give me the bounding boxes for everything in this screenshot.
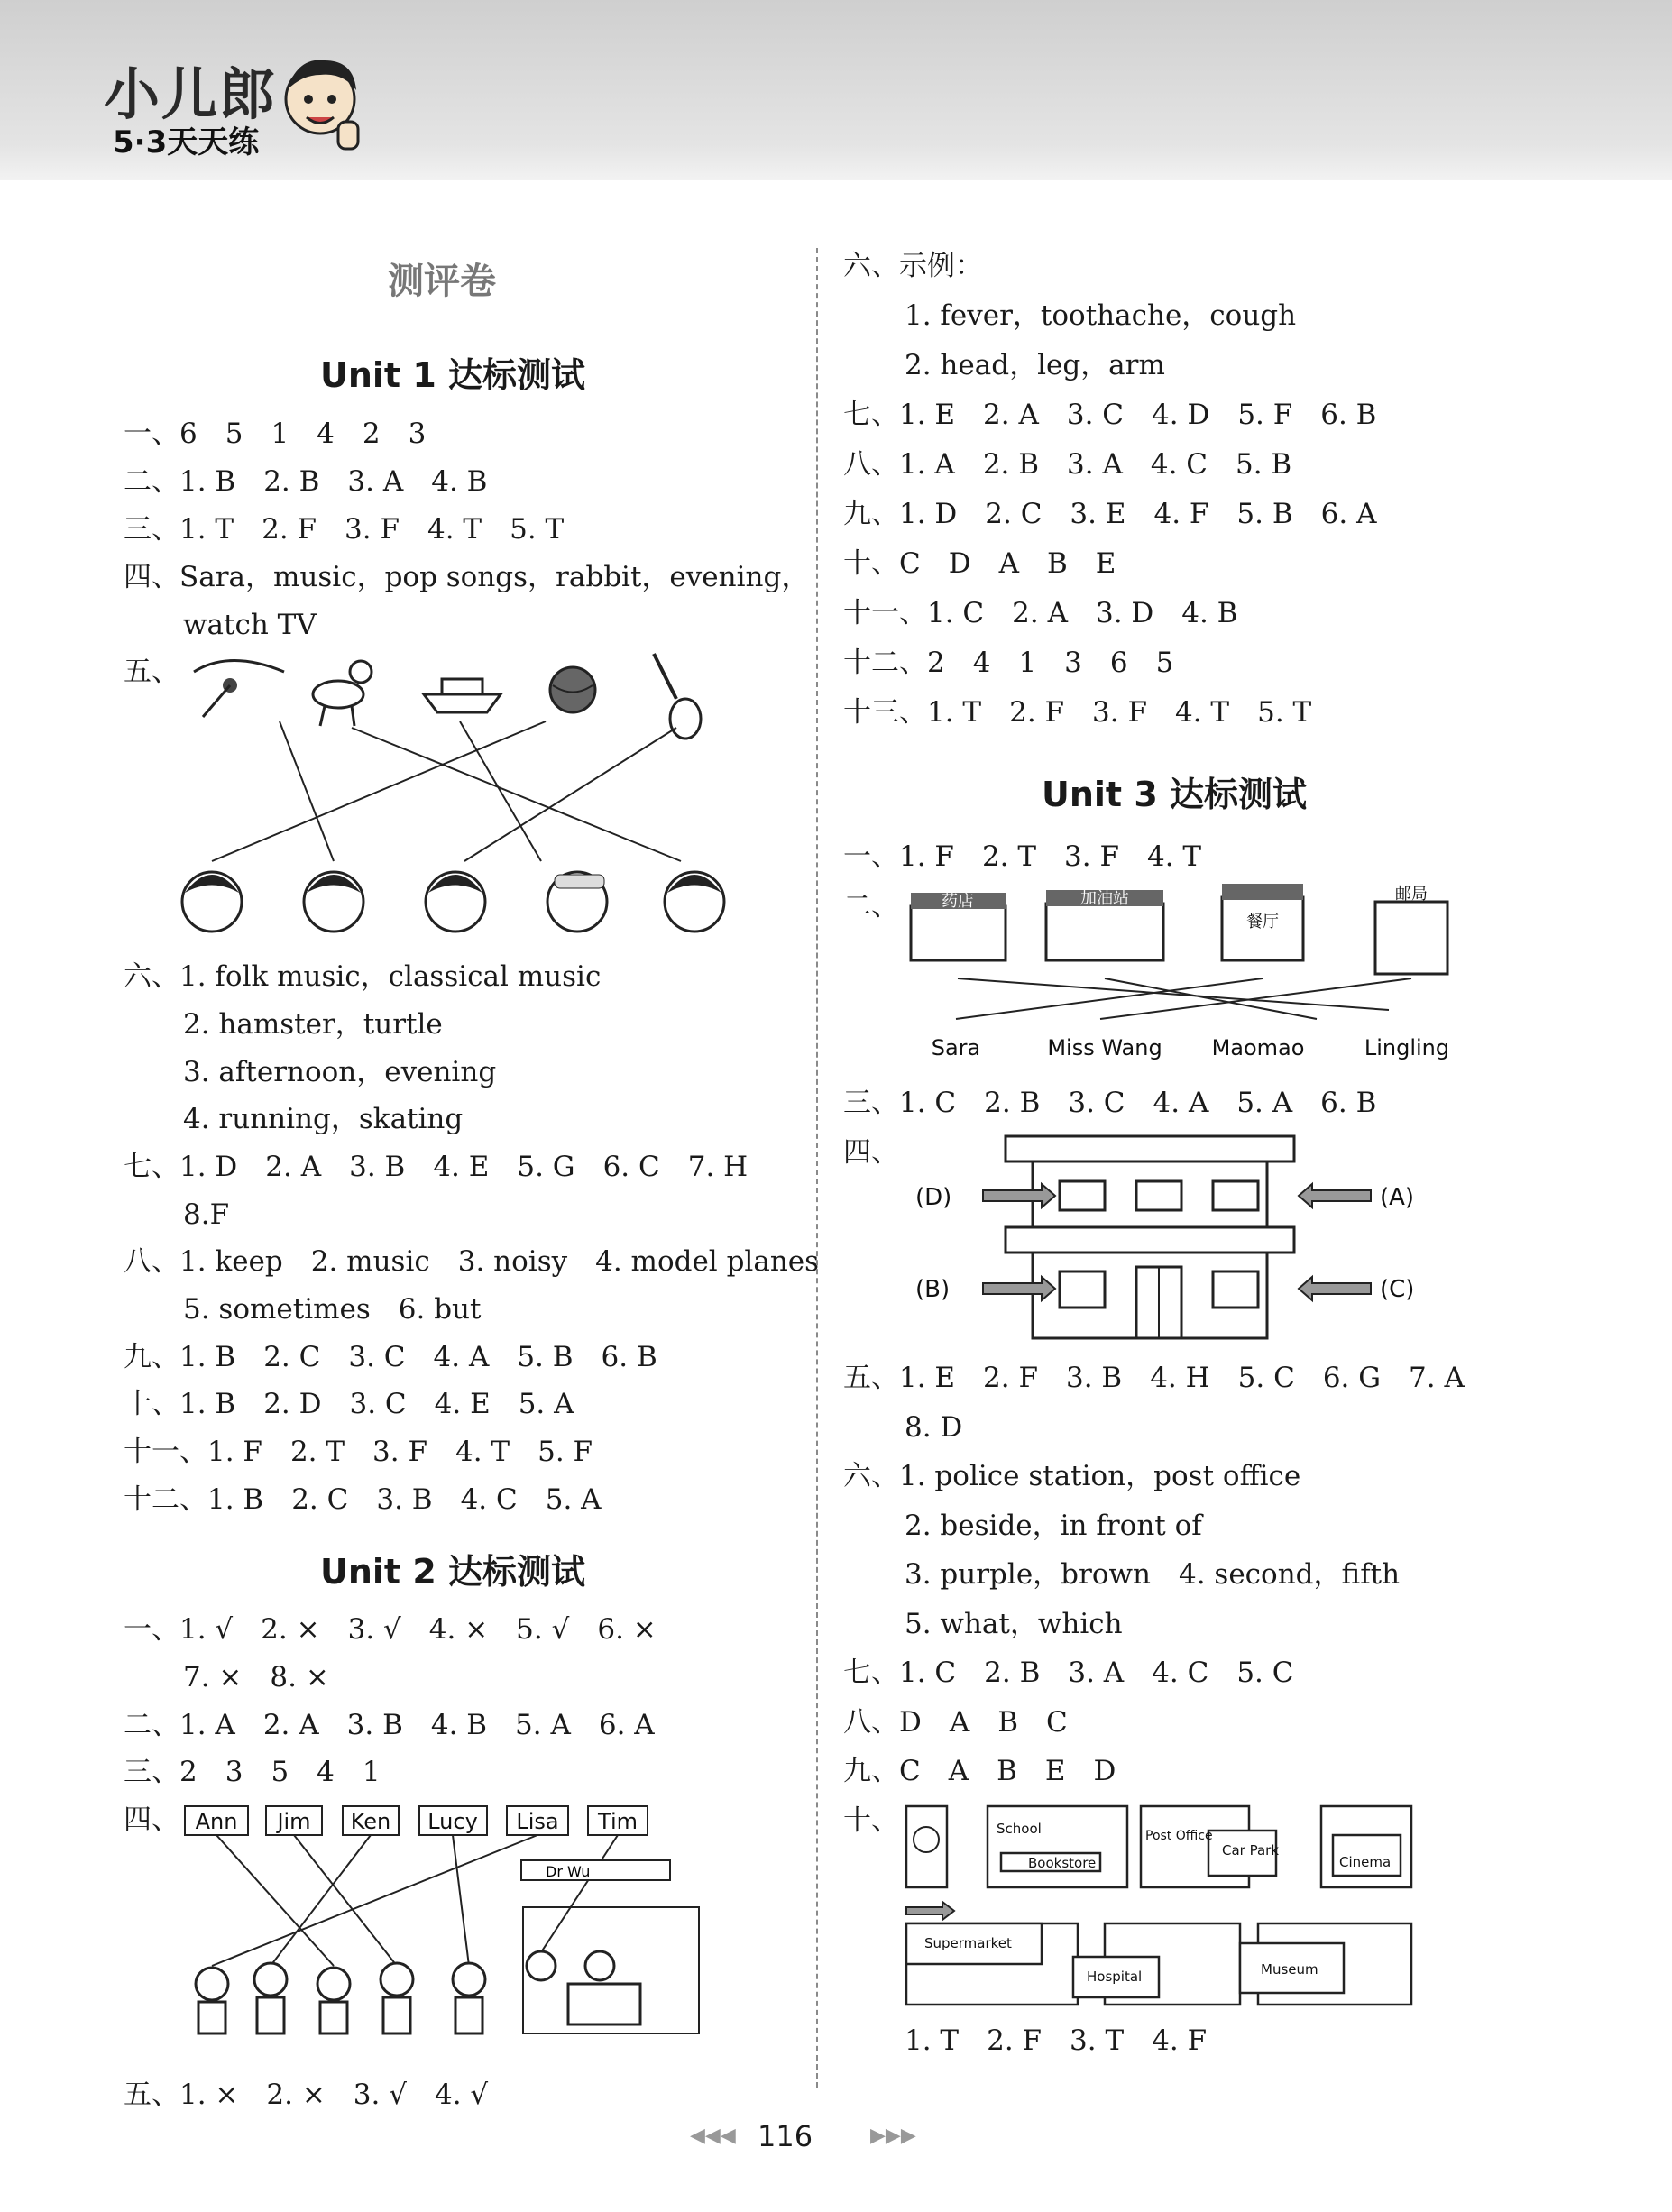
map-school: School	[997, 1821, 1042, 1837]
map-museum: Museum	[1261, 1961, 1318, 1978]
unit2-q1-cont: 7. × 8. ×	[183, 1661, 329, 1693]
unit1-q1: 一、6 5 1 4 2 3	[124, 418, 427, 450]
building-post-office: 邮局	[1395, 885, 1428, 904]
unit3-map-figure	[902, 1799, 1416, 2011]
ball-icon	[550, 667, 595, 712]
unit3-q5: 五、1. E 2. F 3. B 4. H 5. C 6. G 7. A	[843, 1362, 1465, 1394]
unit2-q13: 十三、1. T 2. F 3. F 4. T 5. T	[843, 696, 1312, 729]
unit1-q4-cont: watch TV	[183, 609, 317, 641]
unit2-q9: 九、1. D 2. C 3. E 4. F 5. B 6. A	[843, 498, 1377, 530]
unit3-q8: 八、D A B C	[843, 1706, 1068, 1739]
office-sign: Dr Wu	[546, 1863, 591, 1880]
label-d: (D)	[915, 1184, 952, 1211]
unit3-q9: 九、C A B E D	[843, 1755, 1116, 1787]
unit2-q11: 十一、1. C 2. A 3. D 4. B	[843, 597, 1238, 629]
page-number: 116	[758, 2119, 813, 2153]
name-jim: Jim	[277, 1809, 311, 1834]
label-c: (C)	[1380, 1276, 1415, 1303]
map-cinema: Cinema	[1339, 1854, 1392, 1870]
name-lisa: Lisa	[516, 1809, 559, 1834]
unit1-q5: 五、	[124, 656, 179, 688]
map-car-park: Car Park	[1222, 1842, 1280, 1859]
next-arrows-icon: ▶▶▶	[870, 2125, 916, 2147]
children-group-icon	[196, 1951, 640, 2033]
unit3-q1: 一、1. F 2. T 3. F 4. T	[843, 840, 1202, 873]
unit1-q9: 九、1. B 2. C 3. C 4. A 5. B 6. B	[124, 1341, 657, 1373]
page-header	[0, 0, 1672, 180]
series-name: 5·3天天练	[113, 124, 260, 161]
unit2-q1: 一、1. √ 2. × 3. √ 4. × 5. √ 6. ×	[124, 1613, 657, 1646]
dog-icon	[313, 661, 372, 726]
unit1-q6-4: 4. running，skating	[183, 1103, 464, 1135]
building-restaurant: 餐厅	[1246, 913, 1279, 932]
unit2-q8: 八、1. A 2. B 3. A 4. C 5. B	[843, 448, 1292, 481]
unit1-title: Unit 1 达标测试	[320, 355, 585, 395]
prev-arrows-icon: ◀◀◀	[690, 2125, 736, 2147]
arrow-icon	[906, 1902, 954, 1920]
unit1-q6: 六、1. folk music，classical music	[124, 960, 602, 993]
unit1-q4: 四、Sara，music，pop songs，rabbit，evening，	[124, 561, 810, 593]
name-lucy: Lucy	[427, 1809, 478, 1834]
map-bookstore: Bookstore	[1028, 1855, 1097, 1871]
unit1-q11: 十一、1. F 2. T 3. F 4. T 5. F	[124, 1436, 593, 1468]
guitar-icon	[654, 654, 701, 739]
building-pharmacy: 药店	[942, 892, 974, 911]
person-lingling: Lingling	[1364, 1035, 1450, 1060]
unit1-q8-cont: 5. sometimes 6. but	[183, 1293, 482, 1326]
unit2-q6: 六、示例：	[843, 250, 983, 282]
unit1-q6-2: 2. hamster，turtle	[183, 1008, 443, 1041]
unit3-q6-4: 5. what，which	[905, 1608, 1123, 1640]
map-hospital: Hospital	[1087, 1969, 1143, 1985]
unit3-q3: 三、1. C 2. B 3. C 4. A 5. A 6. B	[843, 1087, 1377, 1119]
building-gas-station: 加油站	[1080, 889, 1129, 908]
unit2-q12: 十二、2 4 1 3 6 5	[843, 647, 1174, 679]
music-notes-icon	[194, 661, 284, 718]
map-post-office: Post Office	[1145, 1829, 1213, 1843]
unit1-q3: 三、1. T 2. F 3. F 4. T 5. T	[124, 513, 565, 546]
unit2-q5: 五、1. × 2. × 3. √ 4. √	[124, 2079, 489, 2111]
unit3-q2-label: 二、	[843, 890, 899, 922]
unit1-q8: 八、1. keep 2. music 3. noisy 4. model planes	[124, 1245, 820, 1278]
unit1-q7-cont: 8.F	[183, 1198, 230, 1231]
unit2-q3: 三、2 3 5 4 1	[124, 1756, 381, 1788]
unit3-matching-figure	[902, 884, 1470, 1069]
unit2-q6-1: 1. fever，toothache，cough	[905, 299, 1297, 332]
brand-logo: 小儿郎	[104, 61, 278, 127]
person-miss-wang: Miss Wang	[1047, 1035, 1162, 1060]
person-maomao: Maomao	[1211, 1035, 1305, 1060]
name-ann: Ann	[195, 1809, 238, 1834]
unit2-q7: 七、1. E 2. A 3. C 4. D 5. F 6. B	[843, 399, 1377, 431]
unit3-q5-cont: 8. D	[905, 1411, 963, 1444]
map-supermarket: Supermarket	[924, 1935, 1012, 1951]
unit2-q4: 四、	[124, 1804, 179, 1836]
mascot-icon	[271, 50, 370, 158]
unit2-q2: 二、1. A 2. A 3. B 4. B 5. A 6. A	[124, 1709, 655, 1741]
unit2-title: Unit 2 达标测试	[320, 1552, 585, 1592]
unit1-matching-figure	[176, 645, 753, 942]
unit1-q2: 二、1. B 2. B 3. A 4. B	[124, 465, 488, 498]
ship-icon	[424, 679, 501, 712]
unit3-q4-label: 四、	[843, 1136, 899, 1169]
unit2-q10: 十、C D A B E	[843, 547, 1116, 580]
unit2-matching-figure	[180, 1799, 703, 2042]
label-b: (B)	[915, 1276, 951, 1303]
unit1-q10: 十、1. B 2. D 3. C 4. E 5. A	[124, 1388, 574, 1420]
column-divider	[816, 248, 818, 2088]
name-ken: Ken	[350, 1809, 391, 1834]
unit3-q6: 六、1. police station，post office	[843, 1460, 1301, 1492]
section-title: 测评卷	[388, 261, 496, 302]
unit1-q6-3: 3. afternoon，evening	[183, 1056, 497, 1088]
name-tim: Tim	[598, 1809, 638, 1834]
unit2-q6-2: 2. head，leg，arm	[905, 349, 1165, 381]
unit1-q12: 十二、1. B 2. C 3. B 4. C 5. A	[124, 1483, 602, 1516]
label-a: (A)	[1380, 1184, 1415, 1211]
unit3-building-figure	[906, 1132, 1447, 1348]
unit3-title: Unit 3 达标测试	[1042, 775, 1307, 814]
unit3-q10-label: 十、	[843, 1804, 899, 1837]
person-sara: Sara	[931, 1035, 981, 1060]
unit3-q6-3: 3. purple，brown 4. second，fifth	[905, 1558, 1401, 1591]
person-icon	[914, 1827, 939, 1852]
unit3-q6-2: 2. beside，in front of	[905, 1510, 1202, 1542]
unit3-q10-answers: 1. T 2. F 3. T 4. F	[905, 2024, 1208, 2057]
unit1-q7: 七、1. D 2. A 3. B 4. E 5. G 6. C 7. H	[124, 1151, 749, 1183]
unit3-q7: 七、1. C 2. B 3. A 4. C 5. C	[843, 1657, 1294, 1689]
